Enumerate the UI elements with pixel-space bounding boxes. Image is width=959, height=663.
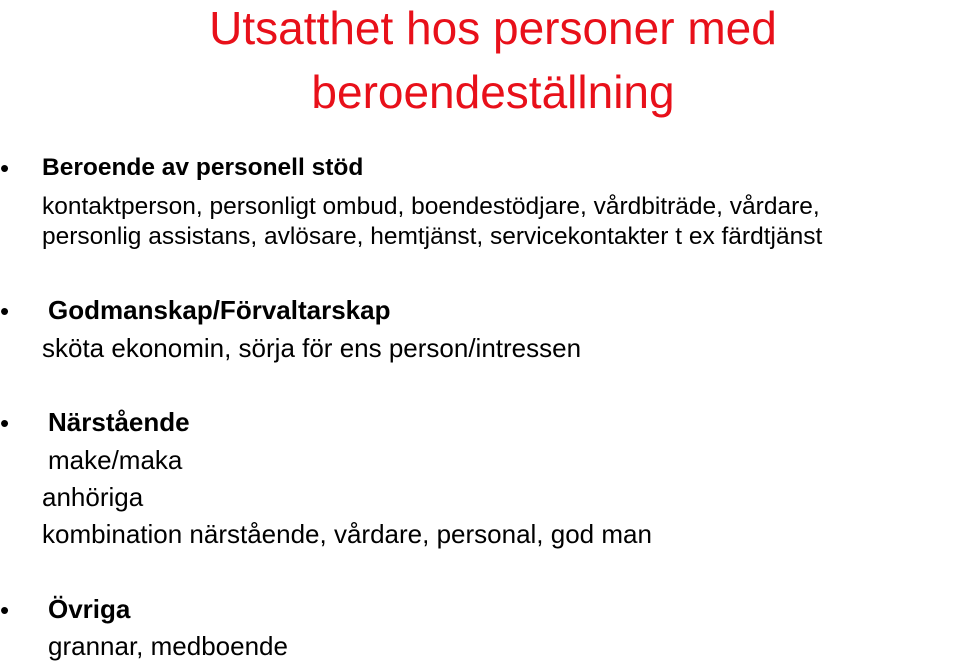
section-line: make/maka xyxy=(48,445,183,475)
bullet-marker: • xyxy=(0,296,10,326)
section-heading: Beroende av personell stöd xyxy=(42,154,364,181)
section-heading: Godmanskap/Förvaltarskap xyxy=(48,295,391,325)
section-line: personlig assistans, avlösare, hemtjänst, servicekontakter t ex färdtjänst xyxy=(42,223,823,250)
slide-title-line-2: beroendeställning xyxy=(311,66,675,118)
section-line: grannar, medboende xyxy=(48,631,288,661)
bullet-marker: • xyxy=(0,153,10,183)
section-line: kontaktperson, personligt ombud, boendestödjare, vårdbiträde, vårdare, xyxy=(42,193,820,220)
section-line: kombination närstående, vårdare, personal, god man xyxy=(42,519,652,549)
section-line: anhöriga xyxy=(42,482,144,512)
section-line: sköta ekonomin, sörja för ens person/intressen xyxy=(42,333,582,363)
section-heading: Övriga xyxy=(48,594,131,624)
bullet-marker: • xyxy=(0,595,10,625)
slide-title-line-1: Utsatthet hos personer med xyxy=(209,2,777,54)
section-heading: Närstående xyxy=(48,407,190,437)
bullet-marker: • xyxy=(0,408,10,438)
